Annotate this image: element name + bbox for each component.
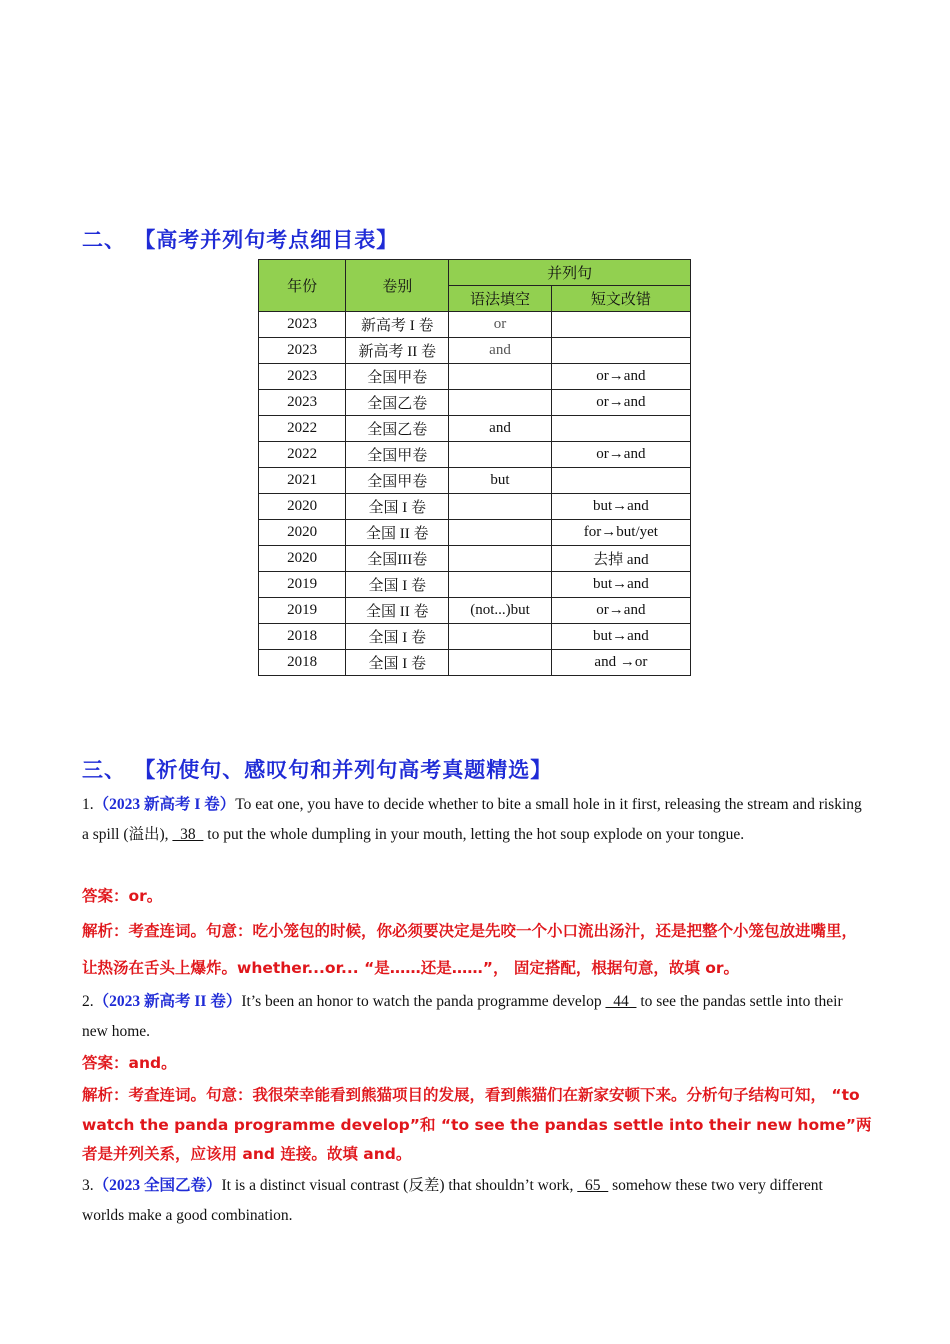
cell-paper: 全国 I 卷 xyxy=(346,494,449,520)
cell-year: 2018 xyxy=(259,650,346,676)
question-source: （2023 全国乙卷） xyxy=(93,1177,222,1194)
table-row xyxy=(259,624,691,650)
answer-blank: 44 xyxy=(605,993,637,1010)
analysis-2: 解析：考查连词。句意：我很荣幸能看到熊猫项目的发展，看到熊猫们在新家安顿下来。分析句子结构可知， “to watch the panda programme develop”和 “to see the pandas settle into their new home”两者是并列关系，应该用 and 连接。故填 and。 xyxy=(82,1086,872,1163)
cell-year: 2018 xyxy=(259,624,346,650)
cell-fill: but xyxy=(449,468,551,494)
cell-paper: 全国 II 卷 xyxy=(346,520,449,546)
analysis-1: 解析：考查连词。句意：吃小笼包的时候，你必须要决定是先咬一个小口流出汤汁，还是把整个小笼包放进嘴里，让热汤在舌头上爆炸。whether...or... “是……还是……”， 固定搭配，根据句意，故填 or。 xyxy=(82,922,858,977)
cell-year: 2020 xyxy=(259,494,346,520)
question-number: 1. xyxy=(82,796,94,813)
cell-paper: 全国甲卷 xyxy=(346,468,449,494)
question-number: 2. xyxy=(82,993,94,1010)
cell-year: 2023 xyxy=(259,364,346,390)
cell-fix xyxy=(551,468,690,494)
table-row xyxy=(259,494,691,520)
answer-1: 答案：or。 xyxy=(82,887,163,905)
cell-fix: or→and xyxy=(551,598,690,624)
cell-fix: for→but/yet xyxy=(551,520,690,546)
question-2 xyxy=(82,987,867,1046)
cell-paper: 新高考 I 卷 xyxy=(346,312,449,338)
cell-fix: or→and xyxy=(551,390,690,416)
cell-fix xyxy=(551,338,690,364)
cell-year: 2019 xyxy=(259,572,346,598)
cell-year: 2023 xyxy=(259,390,346,416)
header-fill: 语法填空 xyxy=(449,286,551,312)
answer-blank: 38 xyxy=(172,825,204,843)
cell-fix: or→and xyxy=(551,442,690,468)
table-row xyxy=(259,572,691,598)
cell-fill xyxy=(449,442,551,468)
question-number: 3. xyxy=(82,1177,94,1194)
question-3 xyxy=(82,1171,867,1230)
table-row xyxy=(259,312,691,338)
cell-paper: 全国乙卷 xyxy=(346,416,449,442)
question-text: It is a distinct visual contrast (反差) that shouldn’t work, xyxy=(221,1177,578,1194)
cell-fill xyxy=(449,546,551,572)
cell-year: 2023 xyxy=(259,312,346,338)
cell-fill xyxy=(449,520,551,546)
cell-year: 2022 xyxy=(259,442,346,468)
question-source: （2023 新高考 I 卷） xyxy=(93,796,236,813)
cell-year: 2021 xyxy=(259,468,346,494)
exam-points-table xyxy=(258,259,691,676)
cell-fill xyxy=(449,624,551,650)
cell-paper: 新高考 II 卷 xyxy=(346,338,449,364)
cell-paper: 全国甲卷 xyxy=(346,364,449,390)
question-source: （2023 新高考 II 卷） xyxy=(93,993,242,1010)
section-heading-3: 三、 【祈使句、感叹句和并列句高考真题精选】 xyxy=(82,758,553,782)
cell-fix: but→and xyxy=(551,572,690,598)
cell-year: 2020 xyxy=(259,546,346,572)
cell-year: 2019 xyxy=(259,598,346,624)
table-row xyxy=(259,598,691,624)
cell-fill xyxy=(449,364,551,390)
table-row xyxy=(259,390,691,416)
header-paper: 卷别 xyxy=(346,260,449,312)
question-text: somehow these two very different worlds make a good combination. xyxy=(82,1177,823,1224)
cell-fill xyxy=(449,390,551,416)
cell-fill xyxy=(449,494,551,520)
cell-fill: and xyxy=(449,416,551,442)
cell-fill: or xyxy=(449,312,551,338)
question-text: to see the pandas settle into their new home. xyxy=(82,993,843,1040)
cell-fill: and xyxy=(449,338,551,364)
cell-fix: and →or xyxy=(551,650,690,676)
table-row xyxy=(259,364,691,390)
cell-fill xyxy=(449,650,551,676)
table-row xyxy=(259,520,691,546)
question-text: to put the whole dumpling in your mouth, letting the hot soup explode on your tongue. xyxy=(203,825,745,843)
table-row xyxy=(259,416,691,442)
cell-year: 2022 xyxy=(259,416,346,442)
table-row xyxy=(259,468,691,494)
cell-fix xyxy=(551,312,690,338)
cell-paper: 全国甲卷 xyxy=(346,442,449,468)
cell-fill xyxy=(449,572,551,598)
question-text: To eat one, you have to decide whether to bite a small hole in it first, releasing the stream and risking a spill (溢出), xyxy=(82,796,862,843)
cell-fill: (not...)but xyxy=(449,598,551,624)
cell-paper: 全国乙卷 xyxy=(346,390,449,416)
cell-paper: 全国 I 卷 xyxy=(346,650,449,676)
cell-paper: 全国 I 卷 xyxy=(346,624,449,650)
header-group: 并列句 xyxy=(449,260,691,286)
cell-paper: 全国 II 卷 xyxy=(346,598,449,624)
table-row xyxy=(259,338,691,364)
cell-fix: but→and xyxy=(551,494,690,520)
table-row xyxy=(259,442,691,468)
cell-year: 2020 xyxy=(259,520,346,546)
cell-fix: 去掉 and xyxy=(551,546,690,572)
header-fix: 短文改错 xyxy=(551,286,690,312)
answer-2: 答案：and。 xyxy=(82,1054,177,1072)
cell-fix: or→and xyxy=(551,364,690,390)
table-row xyxy=(259,650,691,676)
cell-paper: 全国III卷 xyxy=(346,546,449,572)
cell-year: 2023 xyxy=(259,338,346,364)
section-heading-2: 二、 【高考并列句考点细目表】 xyxy=(82,228,399,252)
header-year: 年份 xyxy=(259,260,346,312)
cell-fix xyxy=(551,416,690,442)
question-text: It’s been an honor to watch the panda programme develop xyxy=(241,993,606,1010)
table-header-row xyxy=(259,260,691,286)
answer-blank: 65 xyxy=(577,1177,609,1194)
cell-paper: 全国 I 卷 xyxy=(346,572,449,598)
table-row xyxy=(259,546,691,572)
cell-fix: but→and xyxy=(551,624,690,650)
question-1 xyxy=(82,790,867,849)
